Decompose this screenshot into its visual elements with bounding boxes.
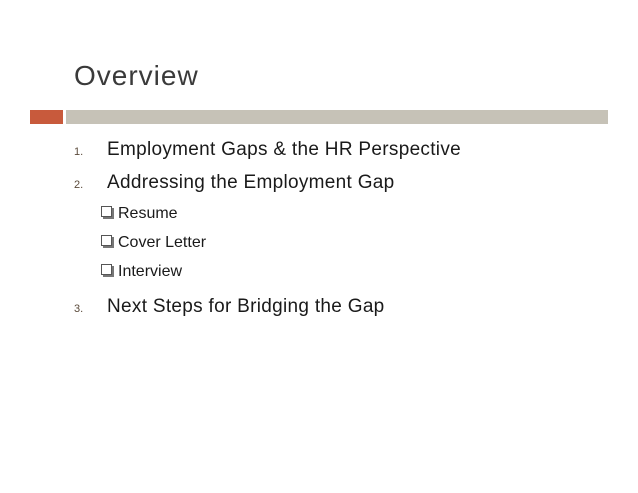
checkbox-bullet-icon: [101, 235, 112, 246]
sub-list-item: [101, 234, 206, 252]
sub-list-item: [101, 263, 182, 281]
list-item-number: 2.: [74, 179, 84, 191]
sub-list-item-text: Interview: [118, 263, 183, 280]
sub-list-item: [101, 205, 178, 223]
title-accent-bar: [30, 110, 63, 124]
list-item-number: 3.: [74, 303, 84, 315]
title-divider-bar: [66, 110, 608, 124]
checkbox-bullet-icon: [101, 206, 112, 217]
list-item-text: Employment Gaps & the HR Perspective: [107, 139, 461, 160]
list-item-text: Addressing the Employment Gap: [107, 172, 395, 193]
slide-title: Overview: [74, 60, 199, 91]
list-item-number: 1.: [74, 146, 84, 158]
list-item-text: Next Steps for Bridging the Gap: [107, 296, 385, 317]
checkbox-bullet-icon: [101, 264, 112, 275]
sub-list-item-text: Resume: [118, 205, 178, 222]
sub-list-item-text: Cover Letter: [118, 234, 207, 251]
